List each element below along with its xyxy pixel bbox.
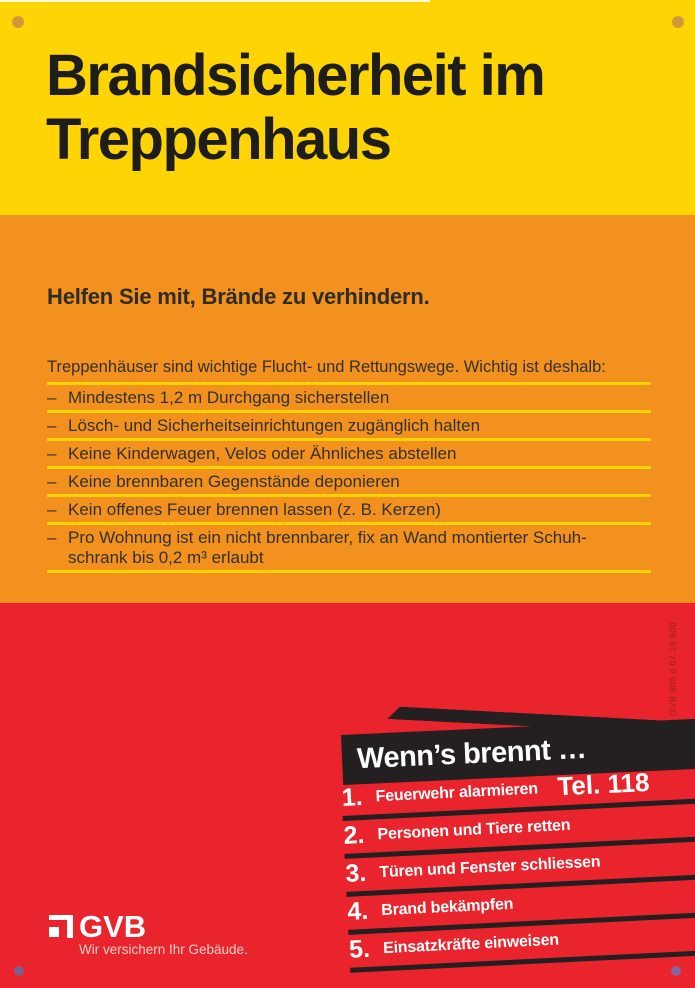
gvb-logo-icon — [49, 915, 73, 938]
pin-hole-bottom-left-icon — [14, 966, 24, 976]
gvb-tagline: Wir versichern Ihr Gebäude. — [79, 942, 248, 957]
dash-bullet-icon: – — [47, 416, 57, 435]
step-number: 3. — [344, 858, 367, 888]
pin-hole-top-right-icon — [672, 16, 684, 28]
prevention-item-text — [68, 528, 651, 568]
prevention-item-text: Lösch- und Sicherheitseinrichtungen zugänglich halten — [68, 416, 481, 435]
poster-title-line1: Brandsicherheit im — [46, 43, 545, 108]
poster-title-line2: Treppenhaus — [46, 107, 391, 172]
dash-bullet-icon: – — [47, 472, 57, 491]
poster-title — [46, 44, 676, 172]
step-text: Feuerwehr alarmieren — [375, 780, 539, 806]
prevention-item — [47, 469, 651, 497]
step-text: Brand bekämpfen — [380, 895, 514, 920]
dash-bullet-icon: – — [47, 528, 57, 547]
prevention-intro: Treppenhäuser sind wichtige Flucht- und Rettungswege. Wichtig ist deshalb: — [47, 357, 651, 385]
step-number: 1. — [341, 782, 364, 812]
step-number: 4. — [346, 896, 369, 926]
prevention-item-text: Keine Kinderwagen, Velos oder Ähnliches abstellen — [68, 444, 457, 463]
pin-hole-bottom-right-icon — [671, 966, 681, 976]
prevention-item — [47, 497, 651, 525]
emergency-steps-list — [341, 764, 695, 973]
prevention-item-line1: Pro Wohnung ist ein nicht brennbarer, fix an Wand montierter Schuh- — [68, 528, 587, 547]
prevention-heading: Helfen Sie mit, Brände zu verhindern. — [47, 284, 430, 309]
step-text: Personen und Tiere retten — [377, 816, 571, 844]
dash-bullet-icon: – — [47, 388, 57, 407]
pin-hole-top-left-icon — [12, 16, 24, 28]
top-edge-highlight — [0, 0, 430, 2]
dash-bullet-icon: – — [47, 444, 57, 463]
prevention-item — [47, 525, 651, 573]
step-number: 2. — [342, 820, 366, 850]
prevention-item — [47, 441, 651, 469]
prevention-item-text: Mindestens 1,2 m Durchgang sicherstellen — [68, 388, 390, 407]
prevention-item — [47, 413, 651, 441]
prevention-item-text: Kein offenes Feuer brennen lassen (z. B. Kerzen) — [68, 500, 441, 519]
dash-bullet-icon: – — [47, 500, 57, 519]
gvb-logo-text: GVB — [79, 909, 147, 944]
step-text: Türen und Fenster schliessen — [379, 853, 601, 882]
step-number: 5. — [348, 934, 371, 964]
step-text: Einsatzkräfte einweisen — [382, 931, 560, 958]
prevention-item-line2: schrank bis 0,2 m³ erlaubt — [68, 548, 264, 567]
prevention-item — [47, 385, 651, 413]
prevention-list — [47, 357, 651, 573]
emergency-banner-text: Wenn’s brennt … — [356, 732, 587, 775]
prevention-item-text: Keine brennbaren Gegenstände deponieren — [68, 472, 400, 491]
emergency-phone-number: Tel. 118 — [556, 766, 651, 802]
print-reference-code: GVB 908 d 07.19 800 — [668, 621, 678, 716]
